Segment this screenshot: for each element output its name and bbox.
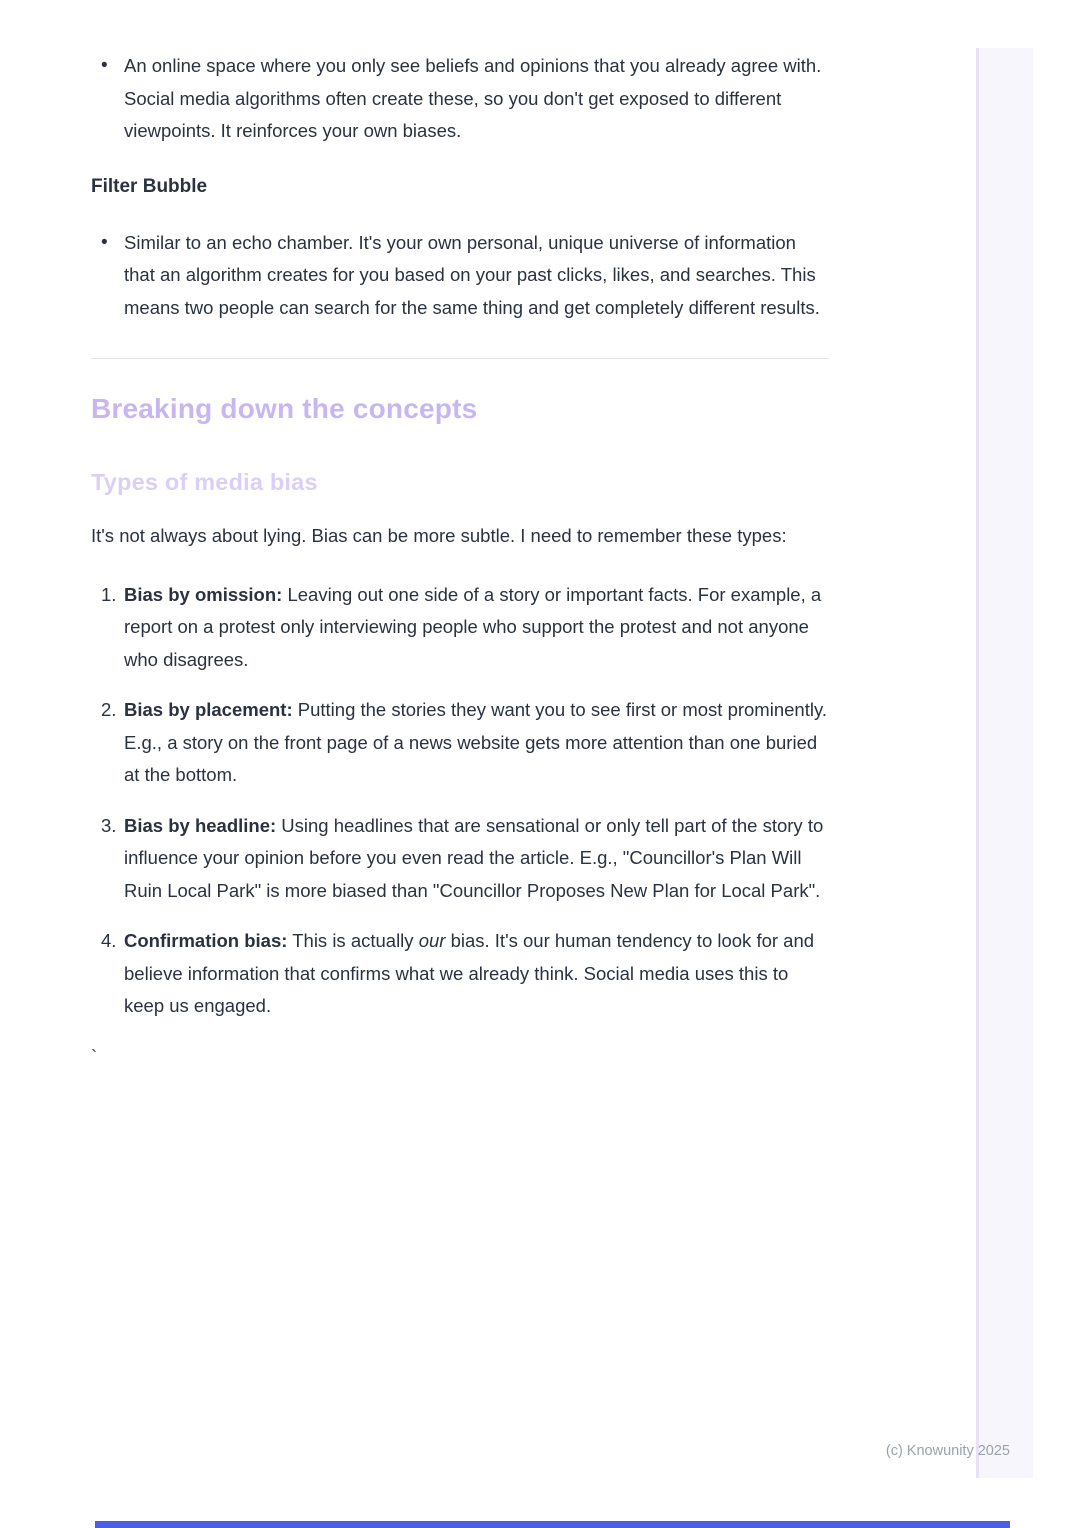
subsection-heading: Types of media bias [91,469,318,495]
list-number: 4. [101,930,117,951]
list-item [91,227,829,325]
bias-term: Bias by omission: [124,583,283,605]
filter-bubble-text: Similar to an echo chamber. It's your own personal, unique universe of information that an algorithm creates for you based on your past clicks, likes, and searches. This means two people can search for the same thing and get completely different results. [124,231,820,318]
bias-term: Confirmation bias: [124,930,288,951]
intro-paragraph: It's not always about lying. Bias can be more subtle. I need to remember these types: [91,525,787,546]
section-heading: Breaking down the concepts [91,393,478,424]
list-item-bias-by-placement [91,694,829,792]
bias-term: Bias by placement: [124,699,293,720]
bias-description-tail: bias. It's our human tendency to look for and believe information that confirms what we already think. Social media uses this to keep us engaged. [124,930,815,1016]
bullet-icon: • [101,231,108,253]
bias-term: Bias by headline: [124,814,277,836]
bias-description: Putting the stories they want you to see first or most prominently. E.g., a story on the front page of a news website gets more attention than one buried at the bottom. [124,699,827,785]
bias-description: This is actually [287,930,419,951]
list-number: 3. [101,814,117,836]
list-number: 1. [101,583,117,605]
copyright-footer: (c) Knowunity 2025 [885,1443,1010,1459]
bottom-accent-bar [95,1521,1010,1528]
echo-chamber-bullet-list [91,50,829,148]
stray-backtick-text: ` [91,1045,98,1067]
bullet-icon: • [101,55,108,76]
bias-description: Using headlines that are sensational or only tell part of the story to influence your opinion before you even read the article. E.g., "Councillor's Plan Will Ruin Local Park" is more biased than "Councillor Proposes New Plan for Local Park". [124,814,824,901]
bias-description: Leaving out one side of a story or important facts. For example, a report on a protest only interviewing people who support the protest and not anyone who disagrees. [124,583,822,670]
filter-bubble-bullet-list [91,227,829,325]
list-item-bias-by-headline [91,810,829,908]
echo-chamber-text: An online space where you only see beliefs and opinions that you already agree with. Social media algorithms often create these, so you don't get exposed to different viewpoints. It reinforces your own biases. [124,55,822,141]
list-number: 2. [101,699,117,720]
section-divider [91,358,829,359]
bias-types-list [91,579,829,1023]
list-item-confirmation-bias [91,925,829,1023]
list-item-bias-by-omission [91,579,829,677]
list-item [91,50,829,148]
bias-description-italic: our [418,930,446,951]
filter-bubble-heading: Filter Bubble [91,175,208,197]
